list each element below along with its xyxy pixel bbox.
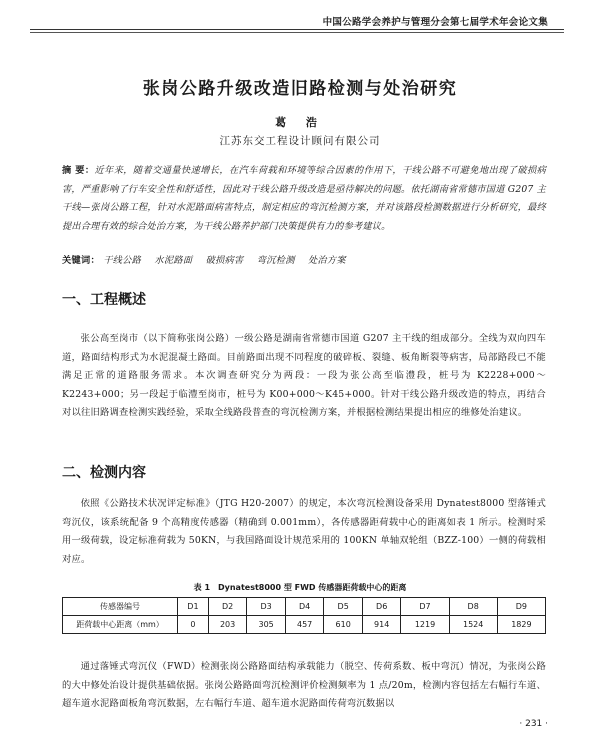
section-heading-overview: 一、工程概述 — [62, 292, 146, 308]
table-header-label: 传感器编号 — [63, 598, 178, 616]
table-cell: 203 — [208, 616, 247, 634]
table-header-cell: D5 — [324, 598, 363, 616]
table-header-cell: D1 — [178, 598, 209, 616]
table-cell: 914 — [362, 616, 401, 634]
table-header-cell: D8 — [449, 598, 497, 616]
keyword: 干线公路 — [103, 255, 142, 266]
section-paragraph: 通过落锤式弯沉仪（FWD）检测张岗公路路面结构承载能力（脱空、传荷系数、板中弯沉）情况，为张岗公路的大中修处治设计提供基础依据。张岗公路路面弯沉检测评价检测频率为 1 点/20m，检测内容包括左右幅行车道、超车道水泥路面板角弯沉数据，左右幅行车道、超车道水泥路面传荷弯沉数据以 — [62, 661, 546, 710]
keyword: 破损病害 — [205, 255, 244, 266]
table-cell: 457 — [285, 616, 324, 634]
table-header-cell: D9 — [497, 598, 545, 616]
table-row — [63, 616, 546, 634]
abstract-label: 摘 要： — [62, 165, 95, 176]
keyword: 水泥路面 — [154, 255, 193, 266]
table-cell: 1219 — [401, 616, 449, 634]
keyword: 弯沉检测 — [256, 255, 295, 266]
table-header-cell: D3 — [247, 598, 286, 616]
table-header-cell: D4 — [285, 598, 324, 616]
page-number: · 231 · — [519, 719, 548, 729]
table-cell: 0 — [178, 616, 209, 634]
table-row-label: 距荷载中心距离（mm） — [63, 616, 178, 634]
section-paragraph: 张公高至岗市（以下简称张岗公路）一级公路是湖南省常德市国道 G207 主干线的组成部分。全线为双向四车道，路面结构形式为水泥混凝土路面。目前路面出现不同程度的破碎板、裂缝、板角断裂等病害，局部路段已不能满足正常的道路服务需求。本次调查研究分为两段：一段为张公高至临澧段，桩号为 K2228+000～K2243+000；另一段起于临澧至岗市，桩号为 K00+000～K45+000。针对干线公路升级改造的特点，再结合对以往旧路调查检测实践经验，采取全线路段普查的弯沉检测方案，并根据检测结果提出相应的维修处治建议。 — [62, 333, 546, 419]
keywords-label: 关键词： — [62, 255, 100, 266]
keywords — [62, 252, 546, 266]
abstract-text: 近年来，随着交通量快速增长，在汽车荷载和环境等综合因素的作用下，干线公路不可避免地出现了破损病害，严重影响了行车安全性和舒适性，因此对干线公路升级改造是亟待解决的问题。依托湖南省常德市国道 G207 主干线—张岗公路工程，针对水泥路面病害特点，制定相应的弯沉检测方案，并对该路段检测数据进行分析研究，最终提出合理有效的综合处治方案，为干线公路养护部门决策提供有力的参考建议。 — [62, 165, 547, 232]
section-heading-detection: 二、检测内容 — [62, 465, 146, 481]
keyword: 处治方案 — [307, 255, 346, 266]
table-cell: 1829 — [497, 616, 545, 634]
table-cell: 1524 — [449, 616, 497, 634]
paper-title: 张岗公路升级改造旧路检测与处治研究 — [142, 79, 458, 99]
sensor-distance-table — [62, 597, 546, 634]
table-header-row — [63, 598, 546, 616]
author-name: 葛 浩 — [275, 116, 325, 129]
table-cell: 305 — [247, 616, 286, 634]
running-head: 中国公路学会养护与管理分会第七届学术年会论文集 — [322, 17, 548, 28]
section-paragraph: 依照《公路技术状况评定标准》（JTG H20-2007）的规定，本次弯沉检测设备采用 Dynatest8000 型落锤式弯沉仪，该系统配备 9 个高精度传感器（精确到 0.001mm），各传感器距荷载中心的距离如表 1 所示。检测时采用一级荷载，设定标准荷载为 50KN，与我国路面设计规范采用的 100KN 单轴双轮组（BZZ-100）一侧的荷载相对应。 — [62, 498, 546, 565]
table-caption: 表 1 Dynatest8000 型 FWD 传感器距荷载中心的距离 — [193, 583, 407, 592]
table-header-cell: D2 — [208, 598, 247, 616]
table-header-cell: D6 — [362, 598, 401, 616]
table-cell: 610 — [324, 616, 363, 634]
table-header-cell: D7 — [401, 598, 449, 616]
abstract — [62, 162, 546, 236]
author-affiliation: 江苏东交工程设计顾问有限公司 — [219, 135, 381, 147]
header-rule — [30, 29, 564, 30]
header-rule-thin — [30, 32, 564, 33]
